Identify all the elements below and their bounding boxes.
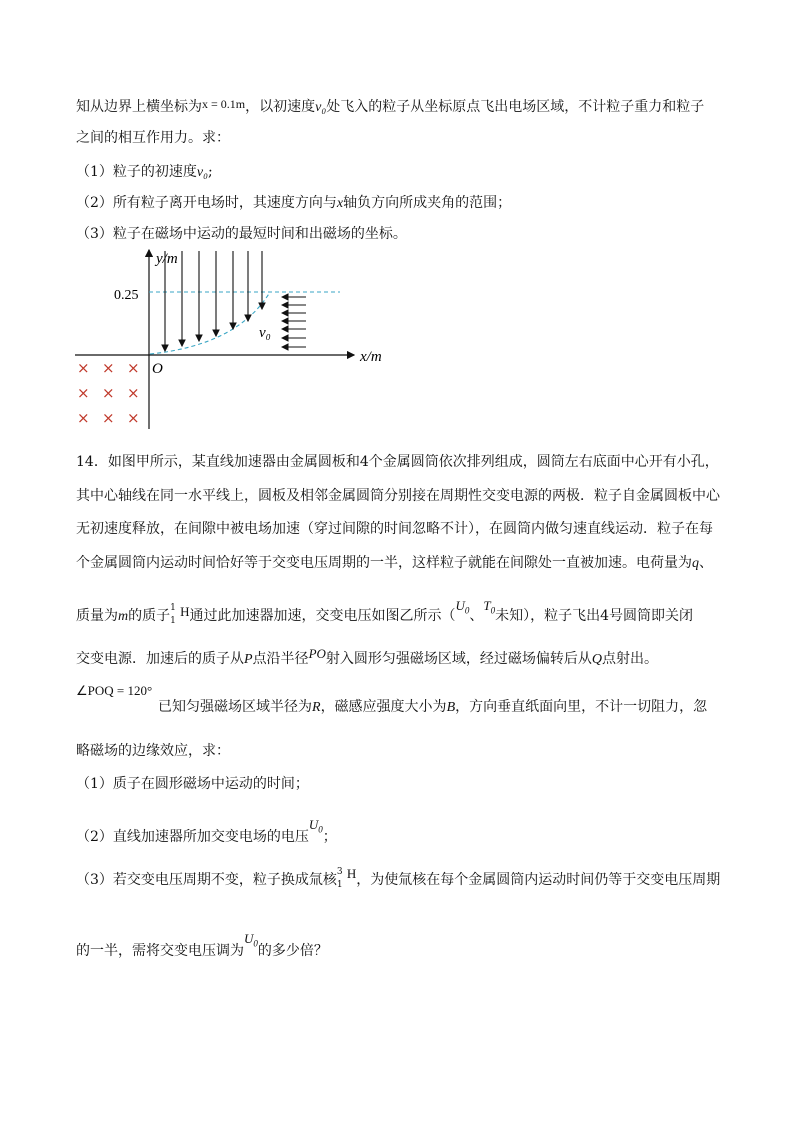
p13-line-1: 知从边界上横坐标为x = 0.1m，以初速度v₀处飞入的粒子从坐标原点飞出电场区域，不计粒子重力和粒子	[76, 97, 705, 115]
field-cross: ×	[127, 359, 140, 377]
p14-question-1: （1）质子在圆形磁场中运动的时间；	[76, 776, 309, 792]
field-cross: ×	[102, 359, 115, 377]
tritium-isotope-prefix: 3 1	[336, 867, 343, 890]
y-axis-label: y/m	[156, 251, 178, 267]
p13-question-2: （2）所有粒子离开电场时，其速度方向与x轴负方向所成夹角的范围；	[76, 195, 512, 211]
field-cross: ×	[127, 384, 140, 402]
p14-line-8: 略磁场的边缘效应，求：	[76, 743, 230, 759]
p14-line-5: 质量为m的质子 1 1 H通过此加速器加速，交变电压如图乙所示（$U_0$、$T_0$未知），粒子飞出4号圆筒即关闭	[76, 598, 694, 626]
proton-isotope-prefix: 1 1	[170, 603, 176, 626]
p14-question-3: （3）若交变电压周期不变，粒子换成氚核 3 1 H，为使氚核在每个金属圆筒内运动时间仍等于交变电压周期	[76, 866, 721, 890]
p13-question-3: （3）粒子在磁场中运动的最短时间和出磁场的坐标。	[76, 226, 407, 242]
field-cross: ×	[102, 409, 115, 427]
p13-question-1: （1）粒子的初速度v₀;	[76, 164, 213, 180]
x-equation: x = 0.1m	[202, 97, 246, 111]
p14-question-2: （2）直线加速器所加交变电场的电压$U_0$；	[76, 817, 337, 845]
p14-line-4: 个金属圆筒内运动时间恰好等于交变电压周期的一半，这样粒子就能在间隙处一直被加速。电荷量为q、	[76, 555, 713, 571]
p14-question-3-cont: 的一半，需将交变电压调为$U_0$的多少倍？	[76, 931, 328, 959]
velocity-label: v₀	[259, 325, 271, 341]
electric-field-arrows	[165, 251, 262, 351]
particle-velocity-arrows	[282, 297, 306, 347]
particle-entry-curve	[150, 292, 270, 354]
p14-line-6: 交变电源．加速后的质子从P点沿半径PO射入圆形匀强磁场区域，经过磁场偏转后从Q点射出。	[76, 646, 659, 667]
angle-equation: ∠POQ = 120°	[76, 683, 153, 698]
field-cross: ×	[77, 384, 90, 402]
u0-symbol: $U_0$	[308, 817, 323, 835]
p14-line-7: 已知匀强磁场区域半径为R，磁感应强度大小为B，方向垂直纸面向里，不计一切阻力，忽	[158, 699, 708, 715]
field-cross: ×	[127, 409, 140, 427]
p14-line-1: 14．如图甲所示，某直线加速器由金属圆板和4个金属圆筒依次排列组成，圆筒左右底面中心开有小孔，	[76, 454, 719, 470]
field-cross: ×	[77, 359, 90, 377]
x-axis-label: x/m	[360, 349, 382, 365]
p13-line-2: 之间的相互作用力。求：	[76, 130, 230, 146]
y-tick-label: 0.25	[114, 288, 139, 303]
u0-symbol: $U_0$	[455, 598, 470, 616]
origin-label: O	[152, 361, 163, 377]
p14-line-2: 其中心轴线在同一水平线上，圆板及相邻金属圆筒分别接在周期性交变电源的两极．粒子自金属圆板中心	[76, 488, 720, 504]
field-diagram	[70, 245, 382, 435]
p14-line-3: 无初速度释放，在间隙中被电场加速（穿过间隙的时间忽略不计），在圆筒内做匀速直线运动．粒子在每	[76, 521, 713, 537]
u0-symbol: $U_0$	[244, 931, 258, 949]
field-cross: ×	[77, 409, 90, 427]
field-cross: ×	[102, 384, 115, 402]
magnetic-field-marks	[77, 359, 140, 427]
t0-symbol: $T_0$	[483, 598, 496, 616]
